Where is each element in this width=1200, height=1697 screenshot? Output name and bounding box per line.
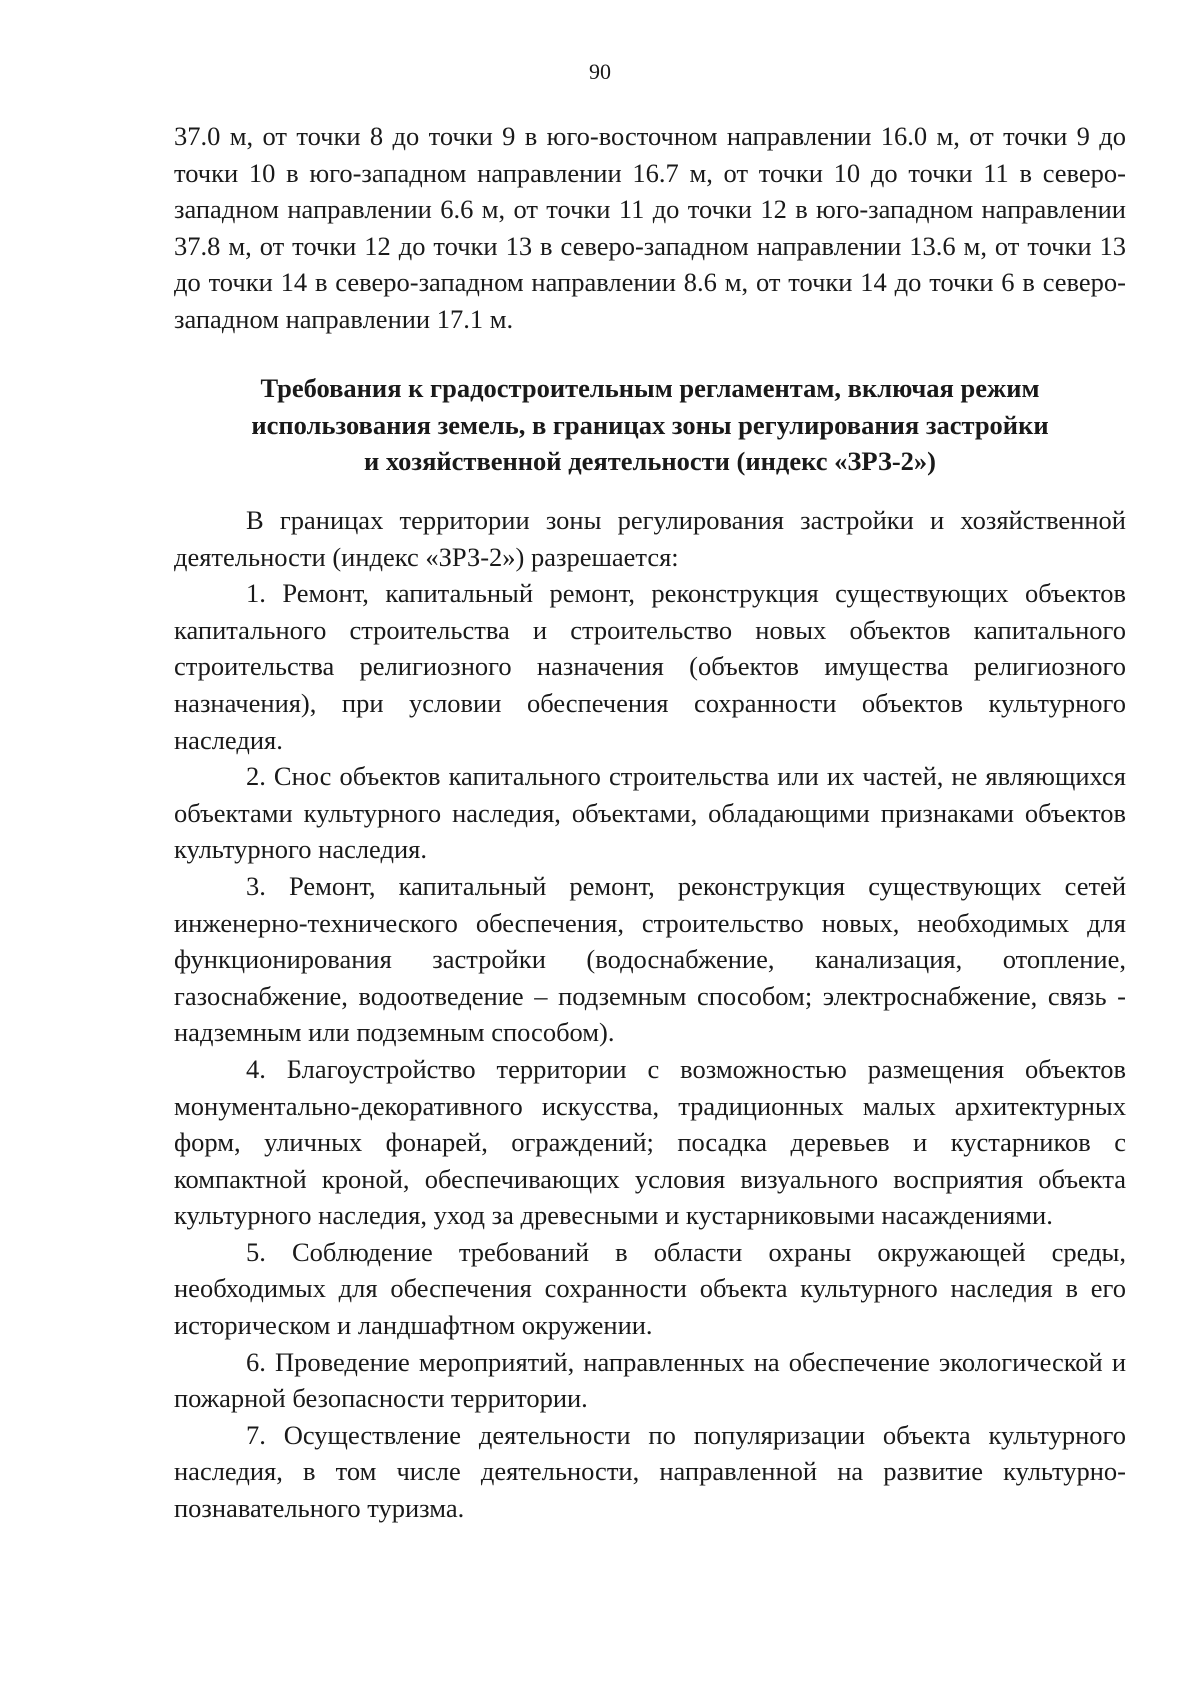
heading-line-1: Требования к градостроительным регламентам, включая режим: [260, 373, 1040, 403]
section-heading: [174, 370, 1126, 480]
intro-section: [174, 118, 1126, 338]
list-item-6: 6. Проведение мероприятий, направленных на обеспечение экологической и пожарной безопасности территории.: [174, 1346, 1126, 1414]
page-number: 90: [589, 59, 611, 84]
list-item-4: 4. Благоустройство территории с возможностью размещения объектов монументально-декоративного искусства, традиционных малых архитектурных форм, уличных фонарей, ограждений; посадка деревьев и кустарников с компактной кроной, обеспечивающих условия визуального восприятия объекта культурного наследия, уход за древесными и кустарниковыми насаждениями.: [174, 1053, 1126, 1231]
list-item-3: 3. Ремонт, капитальный ремонт, реконструкция существующих сетей инженерно-технического обеспечения, строительство новых, необходимых для функционирования застройки (водоснабжение, канализация, отопление, газоснабжение, водоотведение – подземным способом; электроснабжение, связь - надземным или подземным способом).: [174, 870, 1126, 1048]
list-item-2: 2. Снос объектов капитального строительства или их частей, не являющихся объектами культурного наследия, объектами, обладающими признаками объектов культурного наследия.: [174, 761, 1126, 865]
heading-line-3: и хозяйственной деятельности (индекс «ЗРЗ-2»): [364, 446, 936, 477]
heading-line-2: использования земель, в границах зоны регулирования застройки: [251, 409, 1049, 440]
list-item-5: 5. Соблюдение требований в области охраны окружающей среды, необходимых для обеспечения сохранности объекта культурного наследия в его историческом и ландшафтном окружении.: [174, 1236, 1126, 1341]
list-item-1: 1. Ремонт, капитальный ремонт, реконструкция существующих объектов капитального строительства и строительство новых объектов капитального строительства религиозного назначения (объектов имущества религиозного назначения), при условии обеспечения сохранности объектов культурного наследия.: [174, 578, 1126, 755]
intro-paragraph: 37.0 м, от точки 8 до точки 9 в юго-восточном направлении 16.0 м, от точки 9 до точки 10 в юго-западном направлении 16.7 м, от точки 10 до точки 11 в северо-западном направлении 6.6 м, от точки 11 до точки 12 в юго-западном направлении 37.8 м, от точки 12 до точки 13 в северо-западном направлении 13.6 м, от точки 13 до точки 14 в северо-западном направлении 8.6 м, от точки 14 до точки 6 в северо-западном направлении 17.1 м.: [174, 121, 1126, 334]
list-item-7: 7. Осуществление деятельности по популяризации объекта культурного наследия, в том числе деятельности, направленной на развитие культурно-познавательного туризма.: [174, 1419, 1126, 1524]
lead-paragraph: В границах территории зоны регулирования застройки и хозяйственной деятельности (индекс «ЗРЗ-2») разрешается:: [174, 505, 1126, 572]
regulation-body: [174, 502, 1126, 1527]
